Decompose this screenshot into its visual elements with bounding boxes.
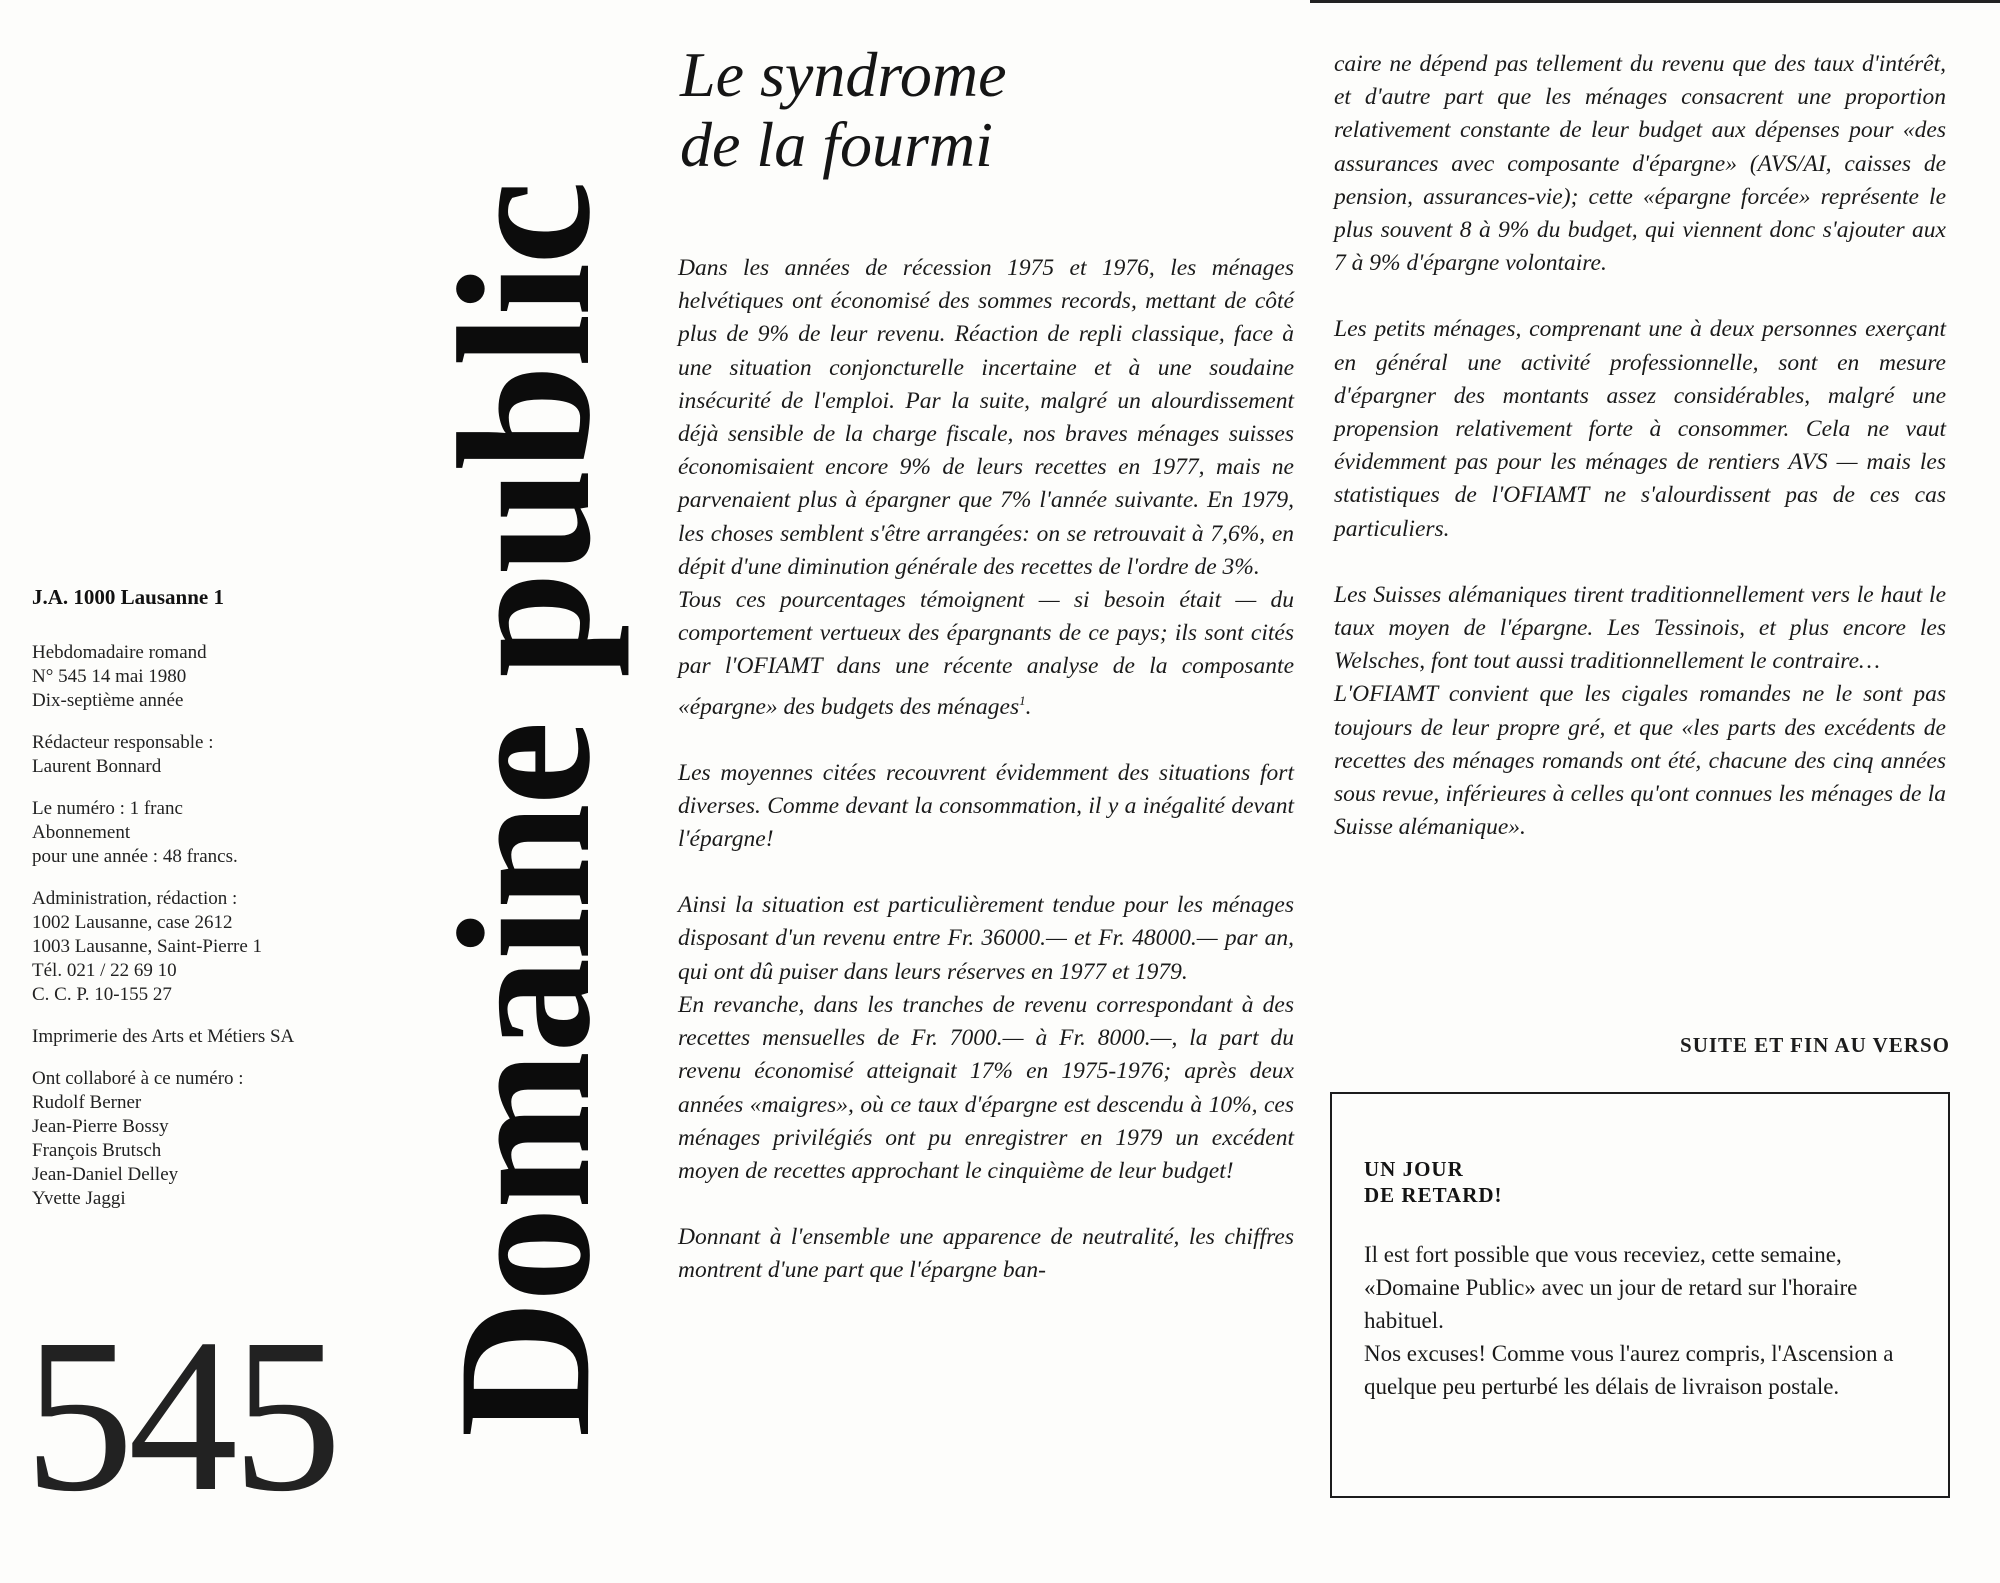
paragraph-text: Donnant à l'ensemble une apparence de neutralité, les chiffres montrent d'une part que l'épargne ban- [678,1224,1294,1284]
info-line: François Brutsch [32,1140,162,1161]
info-line: Abonnement [32,822,131,843]
info-groups [32,641,362,1211]
notice-title [1364,1156,1918,1208]
info-line: N° 545 14 mai 1980 [32,666,187,687]
info-line: Jean-Daniel Delley [32,1164,179,1185]
article-paragraph [1334,48,1946,280]
article-paragraph [678,989,1294,1188]
article-column-2 [1334,48,1946,844]
info-line: Rédacteur responsable : [32,732,214,753]
info-line: Yvette Jaggi [32,1188,126,1209]
masthead-container [420,100,630,1520]
article-paragraph [1334,313,1946,545]
headline-line: Le syndrome [680,39,1007,110]
notice-paragraph: Nos excuses! Comme vous l'aurez compris, l'Ascension a quelque peu perturbé les délais de livraison postale. [1364,1341,1894,1399]
info-line: pour une année : 48 francs. [32,846,238,867]
notice-paragraph: Il est fort possible que vous receviez, cette semaine, «Domaine Public» avec un jour de retard sur l'horaire habituel. [1364,1242,1858,1333]
info-group [32,1067,362,1211]
info-line: Imprimerie des Arts et Métiers SA [32,1026,295,1047]
article-paragraph [678,584,1294,724]
info-group [32,731,362,779]
info-group [32,1025,362,1049]
info-group [32,797,362,869]
notice-body [1364,1238,1918,1403]
paragraph-text: Les Suisses alémaniques tirent traditionnellement vers le haut le taux moyen de l'épargne. Les Tessinois, et plus encore les Welsches, font tout aussi traditionnellement le contraire… [1334,581,1946,675]
article-paragraph [678,757,1294,857]
info-line: 1002 Lausanne, case 2612 [32,912,233,933]
info-group [32,887,362,1007]
info-group [32,641,362,713]
footnote-mark: 1 [1019,692,1026,708]
info-line: Administration, rédaction : [32,888,238,909]
article-column-1 [678,252,1294,1288]
paragraph-text: L'OFIAMT convient que les cigales romandes ne le sont pas toujours de leur propre gré, et que «les parts des excédents de recettes des ménages romands ont été, chacune des cinq années sous revue, inférieures à celles qu'ont connues les ménages de la Suisse alémanique». [1334,681,1946,841]
headline-line: de la fourmi [680,109,993,180]
info-line: Le numéro : 1 franc [32,798,183,819]
notice-box [1330,1092,1950,1498]
article-headline [680,40,1300,180]
masthead-title: Domaine public [420,182,630,1438]
paragraph-text: Les moyennes citées recouvrent évidemment des situations fort diverses. Comme devant la consommation, il y a inégalité devant l'épargne! [678,759,1294,853]
info-line: Ont collaboré à ce numéro : [32,1068,244,1089]
article-paragraph [678,889,1294,989]
article-paragraph [1334,579,1946,679]
paragraph-text: Dans les années de récession 1975 et 1976, les ménages helvétiques ont économisé des sommes records, mettant de côté plus de 9% de leur revenu. Réaction de repli classique, face à une situation conjoncturelle incertaine et à une soudaine insécurité de l'emploi. Par la suite, malgré un alourdissement déjà sensible de la charge fiscale, nos braves ménages suisses économisaient encore 9% de leurs recettes en 1977, mais ne parvenaient plus à épargner que 7% l'année suivante. En 1979, les choses semblent s'être arrangées: on se retrouvait à 7,6%, en dépit d'une diminution générale des recettes de l'ordre de 3%. [678,255,1294,580]
paragraph-text: Ainsi la situation est particulièrement tendue pour les ménages disposant d'un revenu entre Fr. 36000.— et Fr. 48000.— par an, qui ont dû puiser dans leurs réserves en 1977 et 1979. [678,892,1294,985]
info-line: 1003 Lausanne, Saint-Pierre 1 [32,936,263,957]
info-line: C. C. P. 10-155 27 [32,984,172,1005]
paragraph-text: Les petits ménages, comprenant une à deux personnes exerçant en général une activité professionnelle, sont en mesure d'épargner des montants assez considérables, malgré une propension relativement forte à consommer. Cela ne vaut évidemment pas pour les ménages de rentiers AVS — mais les statistiques de l'OFIAMT ne s'alourdissent pas de ces cas particuliers. [1334,316,1946,542]
info-line: Rudolf Berner [32,1092,142,1113]
info-line: Hebdomadaire romand [32,642,207,663]
publication-info [32,585,362,1229]
article-paragraph [1334,678,1946,844]
paragraph-text: En revanche, dans les tranches de revenu correspondant à des recettes mensuelles de Fr. 7000.— à Fr. 8000.—, la part du revenu économisé atteignait 17% en 1975-1976; après deux années «maigres», où ce taux d'épargne est descendu à 10%, ces ménages privilégiés ont pu enregistrer en 1979 un excédent moyen de recettes approchant le cinquième de leur budget! [678,991,1294,1184]
info-line: Laurent Bonnard [32,756,162,777]
postal-mark: J.A. 1000 Lausanne 1 [32,585,224,609]
top-rule [1310,0,2000,3]
continued-label: SUITE ET FIN AU VERSO [1680,1033,1950,1057]
info-line: Dix-septième année [32,690,184,711]
article-paragraph [678,1221,1294,1287]
issue-number: 545 [24,1293,336,1537]
notice-title-line: UN JOUR [1364,1157,1464,1181]
paragraph-text: caire ne dépend pas tellement du revenu que des taux d'intérêt, et d'autre part que les ménages consacrent une proportion relativement constante de leur budget aux dépenses pour «des assurances avec composante d'épargne» (AVS/AI, caisses de pension, assurances-vie); cette «épargne forcée» représente le plus souvent 8 à 9% du budget, qui viennent donc s'ajouter aux 7 à 9% d'épargne volontaire. [1334,51,1946,277]
info-line: Tél. 021 / 22 69 10 [32,960,177,981]
notice-title-line: DE RETARD! [1364,1183,1503,1207]
paragraph-tail: . [1025,693,1032,720]
article-paragraph [678,252,1294,584]
paragraph-text: Tous ces pourcentages témoignent — si besoin était — du comportement vertueux des épargnants de ce pays; ils sont cités par l'OFIAMT dans une récente analyse de la composante «épargne» des budgets des ménages [678,587,1294,720]
info-line: Jean-Pierre Bossy [32,1116,169,1137]
